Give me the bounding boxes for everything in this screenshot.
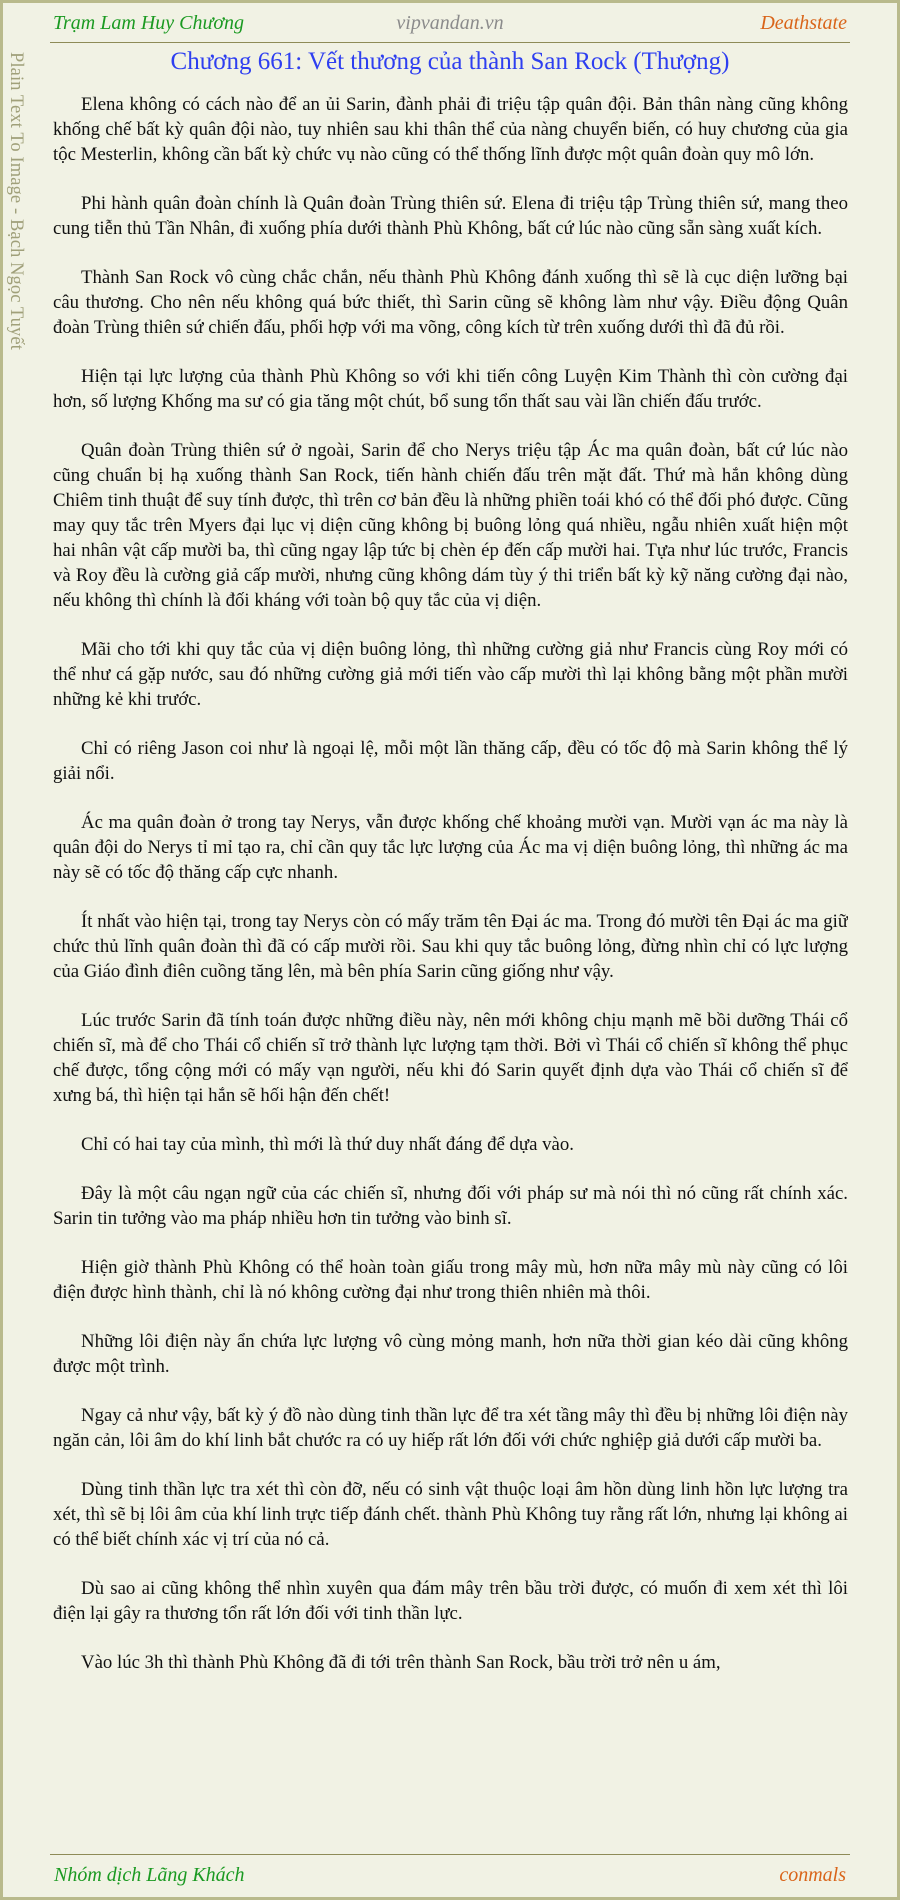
author-label: Trạm Lam Huy Chương [53, 12, 245, 34]
chapter-title: Chương 661: Vết thương của thành San Rock (Thượng) [170, 48, 730, 75]
paragraph: Hiện giờ thành Phù Không có thể hoàn toàn giấu trong mây mù, hơn nữa mây mù này cũng có lôi điện được hình thành, chỉ là nó không cường đại như trong thiên nhiên mà thôi. [53, 1257, 848, 1303]
page-header [50, 8, 850, 43]
paragraph: Quân đoàn Trùng thiên sứ ở ngoài, Sarin để cho Nerys triệu tập Ác ma quân đoàn, bất cứ lúc nào cũng chuẩn bị hạ xuống thành San Rock, tiến hành chiến đấu trên mặt đất. Thứ mà hắn không dùng Chiêm tinh thuật để suy tính được, thì trên cơ bản đều là những phiền toái khó có thể đối phó được. Cũng may quy tắc trên Myers đại lục vị diện cũng không bị buông lỏng quá nhiều, ngẫu nhiên xuất hiện một hai nhân vật cấp mười ba, thì cũng ngay lập tức bị chèn ép đến cấp mười hai. Tựa như lúc trước, Francis và Roy đều là cường giả cấp mười, nhưng cũng không dám tùy ý thi triển bất kỳ kỹ năng cường đại nào, nếu không thì chính là đối kháng với toàn bộ quy tắc của vị diện. [53, 440, 848, 611]
translator-label: Nhóm dịch Lãng Khách [54, 1864, 245, 1886]
paragraph: Vào lúc 3h thì thành Phù Không đã đi tới trên thành San Rock, bầu trời trở nên u ám, [81, 1652, 721, 1673]
paragraph: Dùng tinh thần lực tra xét thì còn đỡ, nếu có sinh vật thuộc loại âm hồn dùng linh hồn lực lượng tra xét, thì sẽ bị lôi âm của khí linh trực tiếp đánh chết. thành Phù Không tuy rằng rất lớn, nhưng lại không ai có thể biết chính xác vị trí của nó cả. [53, 1479, 848, 1550]
site-label: vipvandan.vn [396, 12, 504, 34]
book-label: Deathstate [760, 12, 847, 34]
paragraph: Đây là một câu ngạn ngữ của các chiến sĩ, nhưng đối với pháp sư mà nói thì nó cũng rất chính xác. Sarin tin tưởng vào ma pháp nhiều hơn tin tưởng vào binh sĩ. [53, 1183, 848, 1229]
paragraph: Lúc trước Sarin đã tính toán được những điều này, nên mới không chịu mạnh mẽ bồi dưỡng Thái cổ chiến sĩ, mà để cho Thái cổ chiến sĩ trở thành lực lượng tạm thời. Bởi vì Thái cổ chiến sĩ không thể phục chế được, tổng cộng mới có mấy vạn người, nếu khi đó Sarin quyết định dựa vào Thái cổ chiến sĩ để xưng bá, thì hiện tại hắn sẽ hối hận đến chết! [53, 1010, 848, 1106]
paragraph: Ngay cả như vậy, bất kỳ ý đồ nào dùng tinh thần lực để tra xét tầng mây thì đều bị những lôi điện này ngăn cản, lôi âm do khí linh bắt chước ra có uy hiếp rất lớn đối với chức nghiệp giả dưới cấp mười ba. [53, 1405, 848, 1451]
paragraph: Mãi cho tới khi quy tắc của vị diện buông lỏng, thì những cường giả như Francis cùng Roy mới có thể như cá gặp nước, sau đó những cường giả mới tiến vào cấp mười thì lại không bằng một phần mười những kẻ khi trước. [53, 639, 848, 710]
page-footer [50, 1854, 850, 1891]
editor-label: conmals [779, 1864, 846, 1886]
paragraph: Ác ma quân đoàn ở trong tay Nerys, vẫn được khống chế khoảng mười vạn. Mười vạn ác ma này là quân đội do Nerys tỉ mỉ tạo ra, chỉ cần quy tắc lực lượng của Ác ma vị diện buông lỏng, thì những ác ma này sẽ có tốc độ thăng cấp cực nhanh. [53, 812, 848, 883]
paragraph: Dù sao ai cũng không thể nhìn xuyên qua đám mây trên bầu trời được, có muốn đi xem xét thì lôi điện lại gây ra thương tổn rất lớn đối với tinh thần lực. [53, 1578, 848, 1624]
paragraph: Chỉ có hai tay của mình, thì mới là thứ duy nhất đáng để dựa vào. [81, 1134, 574, 1155]
chapter-body [53, 92, 848, 1852]
paragraph: Những lôi điện này ẩn chứa lực lượng vô cùng mỏng manh, hơn nữa thời gian kéo dài cũng không được một trình. [53, 1331, 848, 1377]
paragraph: Thành San Rock vô cùng chắc chắn, nếu thành Phù Không đánh xuống thì sẽ là cục diện lưỡng bại câu thương. Cho nên nếu không quá bức thiết, thì Sarin cũng sẽ không làm như vậy. Điều động Quân đoàn Trùng thiên sứ chiến đấu, phối hợp với ma võng, công kích từ trên xuống dưới thì đã đủ rồi. [53, 267, 848, 338]
paragraph: Elena không có cách nào để an ủi Sarin, đành phải đi triệu tập quân đội. Bản thân nàng cũng không khống chế bất kỳ quân đội nào, tuy nhiên sau khi thân thể của nàng chuyển biến, có huy chương của gia tộc Mesterlin, không cần bất kỳ chức vụ nào cũng có thể thống lĩnh được một quân đoàn quy mô lớn. [53, 94, 848, 165]
paragraph: Ít nhất vào hiện tại, trong tay Nerys còn có mấy trăm tên Đại ác ma. Trong đó mười tên Đại ác ma giữ chức thủ lĩnh quân đoàn thì đã có cấp mười rồi. Sau khi quy tắc buông lỏng, đừng nhìn chỉ có lực lượng của Giáo đình điên cuồng tăng lên, mà bên phía Sarin cũng giống như vậy. [53, 911, 848, 982]
paragraph: Hiện tại lực lượng của thành Phù Không so với khi tiến công Luyện Kim Thành thì còn cường đại hơn, số lượng Khống ma sư có gia tăng một chút, bổ sung tổn thất sau vài lần chiến đấu trước. [53, 366, 848, 412]
paragraph: Chỉ có riêng Jason coi như là ngoại lệ, mỗi một lần thăng cấp, đều có tốc độ mà Sarin không thể lý giải nổi. [53, 738, 848, 784]
side-watermark: Plain Text To Image - Bạch Ngọc Tuyết [6, 52, 26, 350]
paragraph: Phi hành quân đoàn chính là Quân đoàn Trùng thiên sứ. Elena đi triệu tập Trùng thiên sứ, mang theo cung tiễn thủ Tần Nhân, đi xuống phía dưới thành Phù Không, bất cứ lúc nào cũng sẵn sàng xuất kích. [53, 193, 848, 239]
